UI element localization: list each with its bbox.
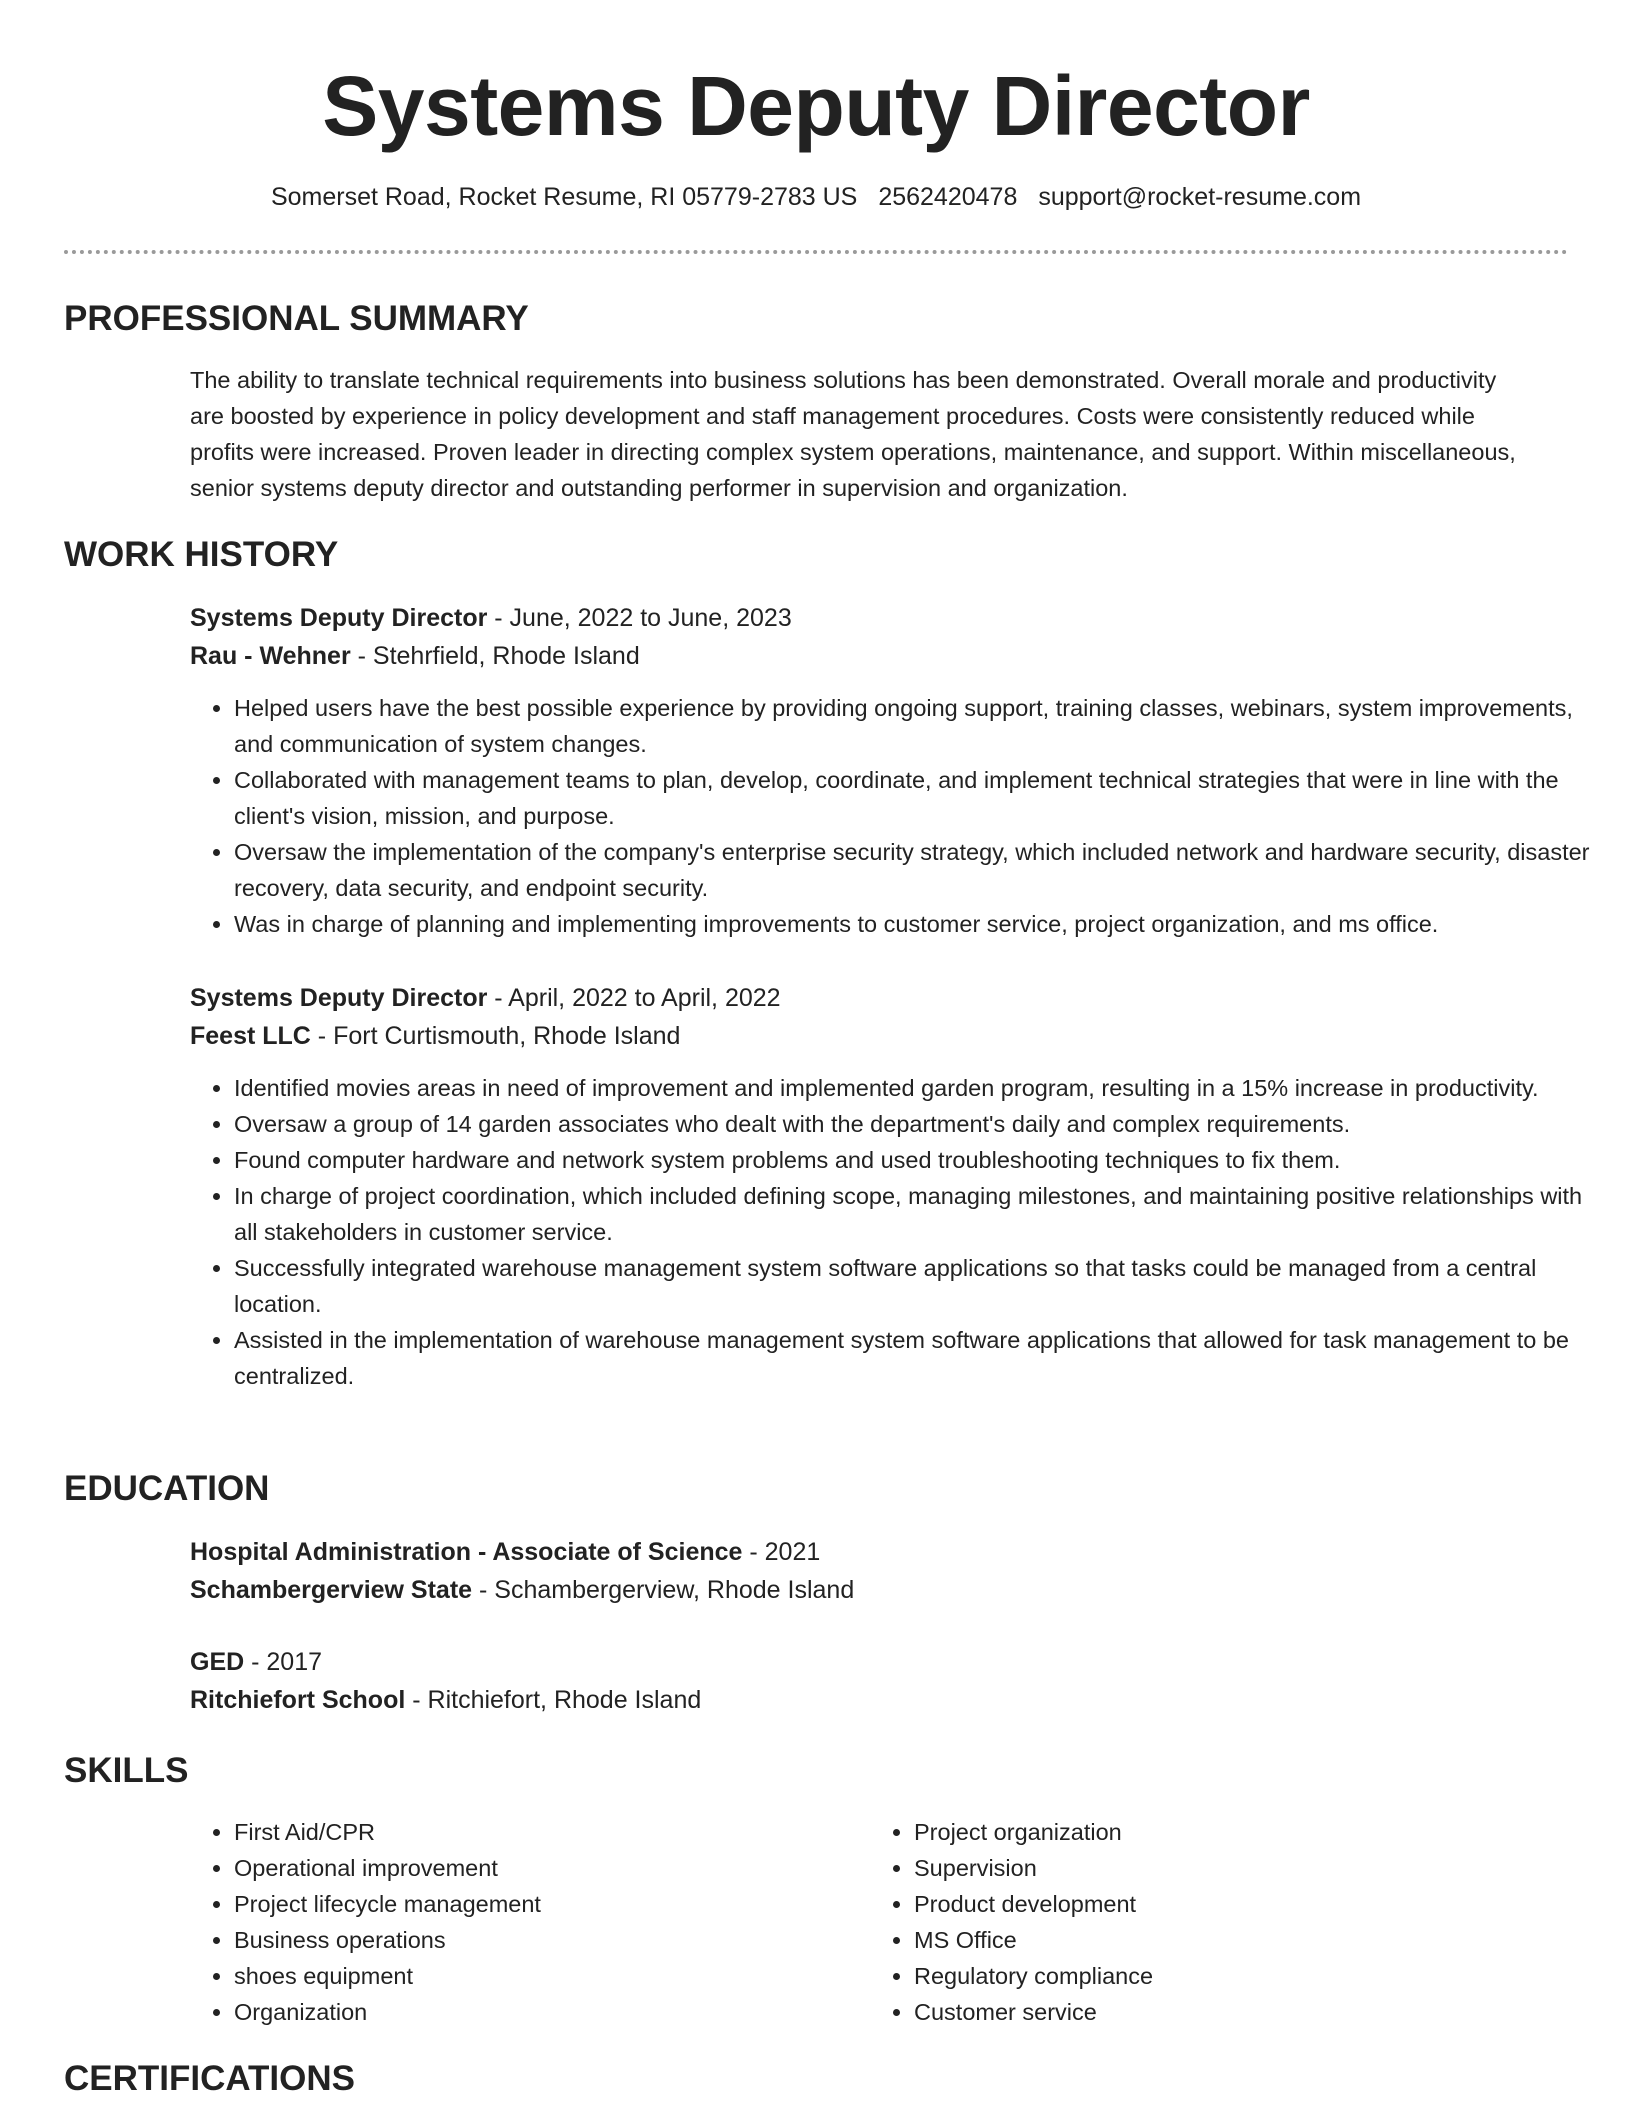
skills-heading: SKILLS xyxy=(64,1751,189,1790)
education-2-degree-line xyxy=(190,1643,322,1681)
list-item: • MS Office xyxy=(914,1922,1534,1958)
list-item: • Helped users have the best possible experience by providing ongoing support, training classes, webinars, system improvements, and communication of system changes. xyxy=(234,690,1594,762)
education-2-year: - 2017 xyxy=(244,1648,323,1676)
list-item: • Supervision xyxy=(914,1850,1534,1886)
summary-text: The ability to translate technical requirements into business solutions has been demonstrated. Overall morale and productivity are boosted by experience in policy development and staff management procedures. Costs were consistently reduced while profits were increased. Proven leader in directing complex system operations, maintenance, and support. Within miscellaneous, senior systems deputy director and outstanding performer in supervision and organization. xyxy=(190,367,1516,501)
job-1-role: Systems Deputy Director xyxy=(190,604,488,632)
list-item: • Oversaw a group of 14 garden associates who dealt with the department's daily and complex requirements. xyxy=(234,1106,1594,1142)
job-2-role: Systems Deputy Director xyxy=(190,984,488,1012)
job-1-company: Rau - Wehner xyxy=(190,642,351,670)
list-item: • Customer service xyxy=(914,1994,1534,2030)
header-divider xyxy=(64,250,1568,254)
list-item: • Regulatory compliance xyxy=(914,1958,1534,1994)
education-2-school: Ritchiefort School xyxy=(190,1686,406,1714)
list-item: • Collaborated with management teams to plan, develop, coordinate, and implement technical strategies that were in line with the client's vision, mission, and purpose. xyxy=(234,762,1594,834)
list-item: • In charge of project coordination, which included defining scope, managing milestones, and maintaining positive relationships with all stakeholders in customer service. xyxy=(234,1178,1594,1250)
job-2-title-line xyxy=(190,979,781,1017)
phone: 2562420478 xyxy=(878,183,1018,211)
list-item: • Identified movies areas in need of improvement and implemented garden program, resulting in a 15% increase in productivity. xyxy=(234,1070,1594,1106)
list-item: • Operational improvement xyxy=(234,1850,854,1886)
job-2-location: - Fort Curtismouth, Rhode Island xyxy=(310,1022,681,1050)
skills-list-right xyxy=(870,1814,1534,2030)
address: Somerset Road, Rocket Resume, RI 05779-2783 US xyxy=(270,183,858,211)
list-item: • shoes equipment xyxy=(234,1958,854,1994)
education-2-degree: GED xyxy=(190,1648,245,1676)
job-2-bullets xyxy=(190,1070,1594,1394)
email-link[interactable]: support@rocket-resume.com xyxy=(1038,183,1362,211)
skills-list-left xyxy=(190,1814,854,2030)
education-1-degree-line xyxy=(190,1533,820,1571)
contact-line xyxy=(0,180,1632,214)
job-1-title-line xyxy=(190,599,792,637)
job-1-bullets xyxy=(190,690,1594,942)
summary-heading: PROFESSIONAL SUMMARY xyxy=(64,299,529,338)
education-2-school-line xyxy=(190,1681,701,1719)
education-1-school: Schambergerview State xyxy=(190,1576,473,1604)
job-2-company: Feest LLC xyxy=(190,1022,311,1050)
job-2-company-line xyxy=(190,1017,680,1055)
list-item: • Product development xyxy=(914,1886,1534,1922)
list-item: • Organization xyxy=(234,1994,854,2030)
list-item: • First Aid/CPR xyxy=(234,1814,854,1850)
work-history-heading: WORK HISTORY xyxy=(64,535,339,574)
job-1-company-line xyxy=(190,637,640,675)
list-item: • Assisted in the implementation of warehouse management system software applications that allowed for task management to be centralized. xyxy=(234,1322,1594,1394)
education-2-location: - Ritchiefort, Rhode Island xyxy=(405,1686,702,1714)
job-1-dates: - June, 2022 to June, 2023 xyxy=(487,604,792,632)
education-1-year: - 2021 xyxy=(742,1538,821,1566)
candidate-name: Systems Deputy Director xyxy=(322,59,1310,153)
list-item: • Oversaw the implementation of the company's enterprise security strategy, which included network and hardware security, disaster recovery, data security, and endpoint security. xyxy=(234,834,1594,906)
education-1-location: - Schambergerview, Rhode Island xyxy=(472,1576,855,1604)
job-2-dates: - April, 2022 to April, 2022 xyxy=(487,984,781,1012)
list-item: • Project organization xyxy=(914,1814,1534,1850)
list-item: • Was in charge of planning and implementing improvements to customer service, project organization, and ms office. xyxy=(234,906,1594,942)
education-heading: EDUCATION xyxy=(64,1469,270,1508)
education-1-school-line xyxy=(190,1571,854,1609)
certifications-heading: CERTIFICATIONS xyxy=(64,2059,356,2098)
list-item: • Business operations xyxy=(234,1922,854,1958)
list-item: • Found computer hardware and network system problems and used troubleshooting techniques to fix them. xyxy=(234,1142,1594,1178)
list-item: • Successfully integrated warehouse management system software applications so that tasks could be managed from a central location. xyxy=(234,1250,1594,1322)
education-1-degree: Hospital Administration - Associate of Science xyxy=(190,1538,743,1566)
list-item: • Project lifecycle management xyxy=(234,1886,854,1922)
job-1-location: - Stehrfield, Rhode Island xyxy=(350,642,640,670)
